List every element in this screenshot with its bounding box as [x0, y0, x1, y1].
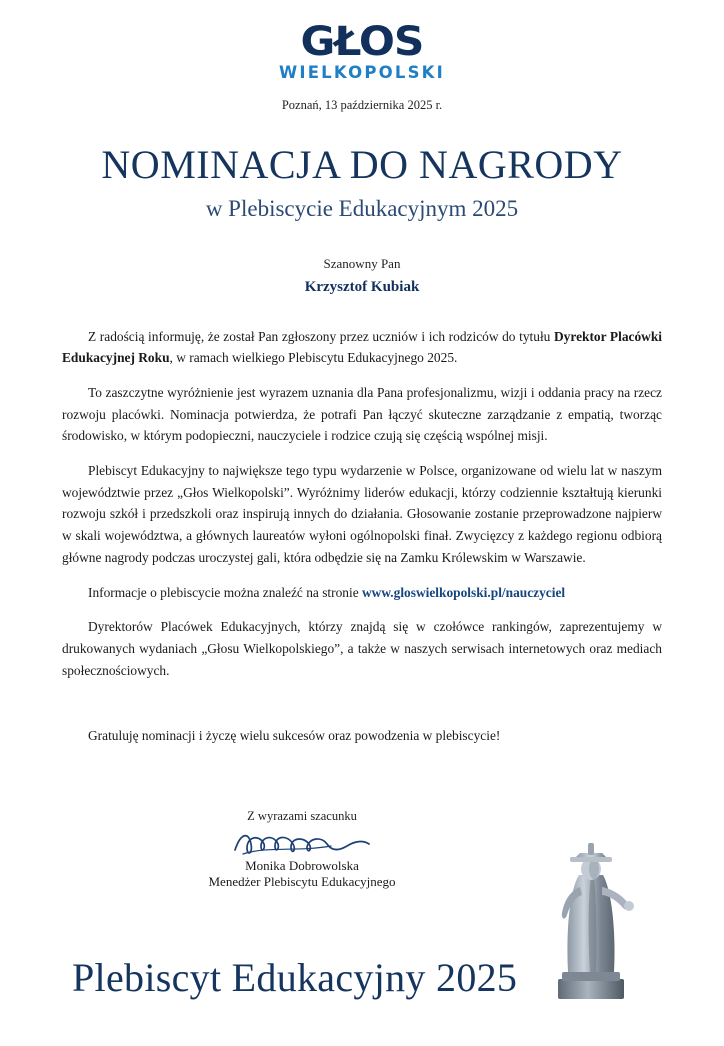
- logo-main-text: GŁOS: [300, 19, 424, 65]
- paragraph-2: To zaszczytne wyróżnienie jest wyrazem uznania dla Pana profesjonalizmu, wizji i oddania pracy na rzecz rozwoju placówki. Nominacja potwierdza, że potrafi Pan łączyć skuteczne zarządzanie z empatią, tworząc środowisko, w którym podopieczni, nauczyciele i rodzice czują się częścią wspólnej misji.: [62, 384, 662, 444]
- page-subtitle: w Plebiscycie Edukacyjnym 2025: [205, 195, 519, 221]
- handwritten-signature-icon: [227, 826, 377, 860]
- paragraph-3: Plebiscyt Edukacyjny to największe tego typu wydarzenie w Polsce, organizowane od wielu lat w naszym województwie przez „Głos Wielkopolski”. Wyróżnimy liderów edukacji, którzy codziennie kształtują kierunki rozwoju szkół i przedszkoli oraz inspirują innych do działania. Głosowanie zostanie przeprowadzone najpierw w skali województwa, a głównych laureatów wyłoni ogólnopolski finał. Zwycięzcy z każdego regionu odbiorą główne nagrody podczas uroczystej gali, która odbędzie się na Zamku Królewskim w Warszawie.: [62, 463, 662, 565]
- paragraph-5: Dyrektorów Placówek Edukacyjnych, którzy znajdą się w czołówce rankingów, zaprezentujemy w drukowanych wydaniach „Głosu Wielkopolskiego”, a także w naszych serwisach internetowych oraz mediach społecznościowych.: [62, 619, 662, 678]
- signature-name: Monika Dobrowolska: [245, 858, 359, 874]
- logo-sub-text: WIELKOPOLSKI: [278, 63, 446, 82]
- certificate-page: [0, 19, 724, 1046]
- congratulations-text: Gratuluję nominacji i życzę wielu sukcesów oraz powodzenia w plebiscycie!: [88, 728, 501, 744]
- paragraph-4: [62, 582, 662, 604]
- paragraph-1-part-b: , w ramach wielkiego Plebiscytu Edukacyjnego 2025.: [169, 350, 458, 366]
- addressee-name: Krzysztof Kubiak: [304, 278, 420, 295]
- signature-role: Menedżer Plebiscytu Edukacyjnego: [208, 874, 396, 890]
- letter-body: [62, 326, 662, 682]
- plebiscite-website-link[interactable]: www.gloswielkopolski.pl/nauczyciel: [362, 584, 566, 600]
- page-title: NOMINACJA DO NAGRODY: [101, 141, 623, 187]
- statuette-icon: [536, 829, 646, 1004]
- addressee-block: [62, 256, 662, 296]
- signature-regards: Z wyrazami szacunku: [247, 809, 357, 824]
- paragraph-1: [62, 326, 662, 369]
- addressee-salutation: Szanowny Pan: [323, 255, 401, 271]
- paragraph-1-bold: Dyrektor Placówki Edukacyjnej Roku: [62, 328, 663, 366]
- paragraph-4-text: Informacje o plebiscycie można znaleźć na stronie: [88, 584, 363, 600]
- paragraph-1-part-a: Z radością informuję, że został Pan zgłoszony przez uczniów i ich rodziców do tytułu: [88, 328, 554, 344]
- place-and-date: Poznań, 13 października 2025 r.: [281, 97, 443, 112]
- footer-title: Plebiscyt Edukacyjny 2025: [72, 955, 518, 1000]
- brand-logo: [62, 19, 662, 82]
